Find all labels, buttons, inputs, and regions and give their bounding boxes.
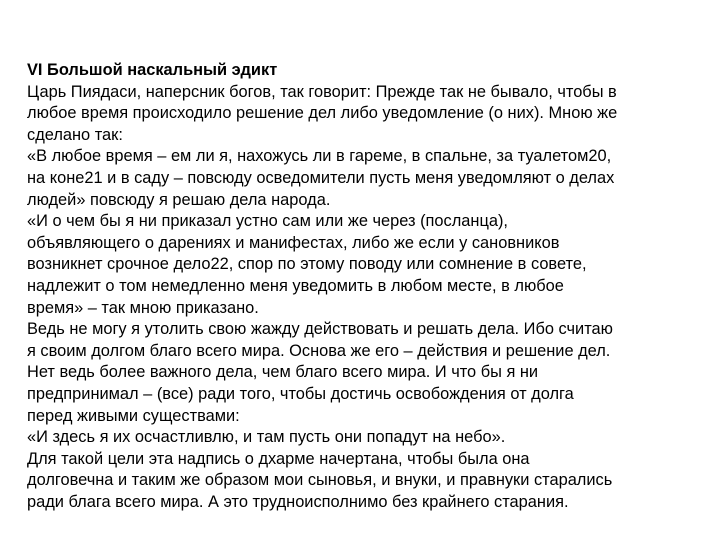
- text-line: «И о чем бы я ни приказал устно сам или же через (посланца),: [27, 212, 508, 231]
- text-line: возникнет срочное дело22, спор по этому поводу или сомнение в совете,: [27, 255, 587, 274]
- text-line: Царь Пиядаси, наперсник богов, так говорит: Прежде так не бывало, чтобы в: [27, 82, 617, 101]
- text-line: перед живыми существами:: [27, 406, 240, 425]
- text-line: надлежит о том немедленно меня уведомить в любом месте, в любое: [27, 276, 564, 295]
- edict-text: [27, 60, 707, 513]
- text-line: Нет ведь более важного дела, чем благо всего мира. И что бы я ни: [27, 363, 539, 382]
- text-line: людей» повсюду я решаю дела народа.: [27, 190, 331, 209]
- text-line: Для такой цели эта надпись о дхарме начертана, чтобы была она: [27, 449, 530, 468]
- text-line: ради блага всего мира. А это трудноисполнимо без крайнего старания.: [27, 492, 569, 511]
- text-line: предпринимал – (все) ради того, чтобы достичь освобождения от долга: [27, 384, 574, 403]
- text-line: «В любое время – ем ли я, нахожусь ли в гареме, в спальне, за туалетом20,: [27, 147, 612, 166]
- text-line: «И здесь я их осчастливлю, и там пусть они попадут на небо».: [27, 428, 506, 447]
- text-line: Ведь не могу я утолить свою жажду действовать и решать дела. Ибо считаю: [27, 320, 613, 339]
- text-line: время» – так мною приказано.: [27, 298, 259, 317]
- document-title: VI Большой наскальный эдикт: [27, 61, 278, 79]
- text-line: на коне21 и в саду – повсюду осведомители пусть меня уведомляют о делах: [27, 168, 615, 187]
- text-line: сделано так:: [27, 125, 123, 144]
- text-line: объявляющего о дарениях и манифестах, либо же если у сановников: [27, 233, 560, 252]
- text-line: долговечна и таким же образом мои сыновья, и внуки, и правнуки старались: [27, 471, 613, 490]
- text-line: я своим долгом благо всего мира. Основа же его – действия и решение дел.: [27, 341, 611, 360]
- text-line: любое время происходило решение дел либо уведомление (о них). Мною же: [27, 104, 618, 123]
